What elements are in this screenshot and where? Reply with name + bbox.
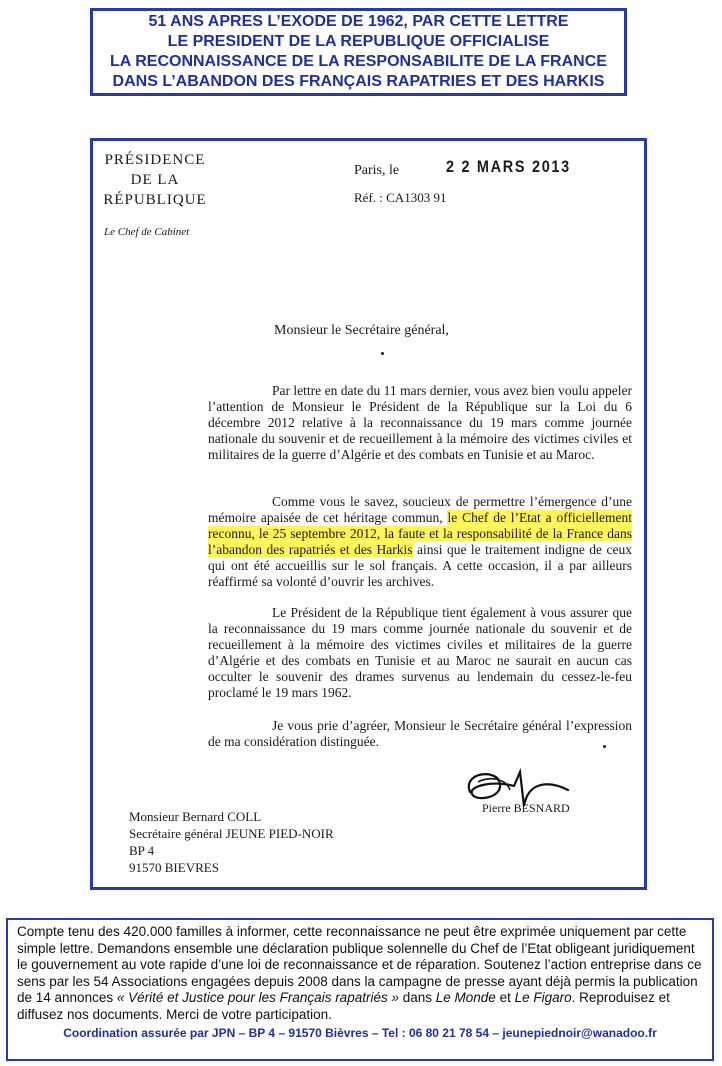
appeal-text-part: . Reproduisez et diffusez nos documents. Merci de votre participation. (17, 990, 670, 1022)
paragraph-2-end: ainsi que le traitement indigne de ceux qui ont été accueillis sur le sol français. A cette occasion, il a par ailleurs réaffirmé sa volonté d’ouvrir les archives. (208, 542, 632, 589)
letterhead-line: RÉPUBLIQUE (103, 192, 207, 208)
addressee-block (129, 808, 334, 876)
letter-place: Paris, le (354, 163, 400, 178)
newspaper-le-figaro: Le Figaro (514, 990, 572, 1005)
letterhead-line: DE LA (130, 172, 180, 188)
headline-line: LA RECONNAISSANCE DE LA RESPONSABILITE DE LA FRANCE (110, 53, 607, 70)
campaign-title: « Vérité et Justice pour les Français rapatriés » (116, 990, 399, 1005)
addressee-line: Monsieur Bernard COLL (129, 809, 262, 824)
headline-banner (90, 8, 627, 96)
date-stamp: 2 2 MARS 2013 (446, 157, 571, 176)
letterhead (100, 150, 210, 210)
paragraph-2 (208, 494, 632, 590)
paragraph-1: Par lettre en date du 11 mars dernier, vous avez bien voulu appeler l’attention de Monsieur le Président de la République sur la Loi du 6 décembre 2012 relative à la reconnaissance du 19 mars comme journée nationale du souvenir et de recueillement à la mémoire des victimes civiles et militaires de la guerre d’Algérie et des combats en Tunisie et au Maroc. (208, 383, 632, 462)
appeal-text-part: et (495, 990, 515, 1005)
addressee-line: Secrétaire général JEUNE PIED-NOIR (129, 826, 334, 841)
paragraph-3: Le Président de la République tient également à vous assurer que la reconnaissance du 19 mars comme journée nationale du souvenir et de recueillement à la mémoire des victimes civiles et militaires de la guerre d’Algérie et des combats en Tunisie et au Maroc ne saurait en aucun cas occulter le souvenir des drames survenus au lendemain du cessez-le-feu proclamé le 19 mars 1962. (208, 605, 632, 700)
letterhead-line: PRÉSIDENCE (104, 152, 206, 168)
salutation: Monsieur le Secrétaire général, (274, 323, 449, 338)
appeal-text-part: dans (398, 990, 436, 1005)
addressee-line: 91570 BIEVRES (129, 860, 219, 875)
chef-de-cabinet: Le Chef de Cabinet (104, 226, 190, 238)
signer-name: Pierre BESNARD (482, 801, 570, 815)
headline-line: LE PRESIDENT DE LA REPUBLIQUE OFFICIALISE (167, 33, 550, 50)
appeal-box (6, 918, 714, 1061)
reference: Réf. : CA1303 91 (354, 190, 447, 205)
speck (381, 352, 384, 355)
headline-line: DANS L’ABANDON DES FRANÇAIS RAPATRIES ET DES HARKIS (112, 73, 605, 90)
newspaper-le-monde: Le Monde (435, 990, 496, 1005)
paragraph-2-intro: Comme vous le savez, soucieux de permettre l’émergence d’une mémoire apaisée de cet héritage commun, (208, 494, 632, 525)
coordination-line: Coordination assurée par JPN – BP 4 – 91570 Bièvres – Tel : 06 80 21 78 54 – jeunepiednoir@wanadoo.fr (63, 1026, 657, 1040)
speck (603, 745, 606, 748)
headline-line: 51 ANS APRES L’EXODE DE 1962, PAR CETTE LETTRE (148, 13, 569, 30)
appeal-text (17, 924, 703, 1023)
highlighted-statement: le Chef de l’Etat a officiellement reconnu, le 25 septembre 2012, la faute et la responsabilité de la France dans l’abandon des rapatriés et des Harkis (208, 510, 632, 557)
addressee-line: BP 4 (129, 843, 155, 858)
paragraph-4: Je vous prie d’agréer, Monsieur le Secrétaire général l’expression de ma considération distinguée. (208, 718, 632, 749)
appeal-text-part: Compte tenu des 420.000 familles à informer, cette reconnaissance ne peut être exprimée uniquement par cette simple lettre. Demandons ensemble une déclaration publique solennelle du Chef de l’Etat obligeant juridiquement le gouvernement au vote rapide d’une loi de reconnaissance et de réparation. Soutenez l’action entreprise dans ce sens par les 54 Associations engagées depuis 2008 dans la campagne de presse ayant déjà permis la publication de 14 annonces (17, 924, 702, 1005)
